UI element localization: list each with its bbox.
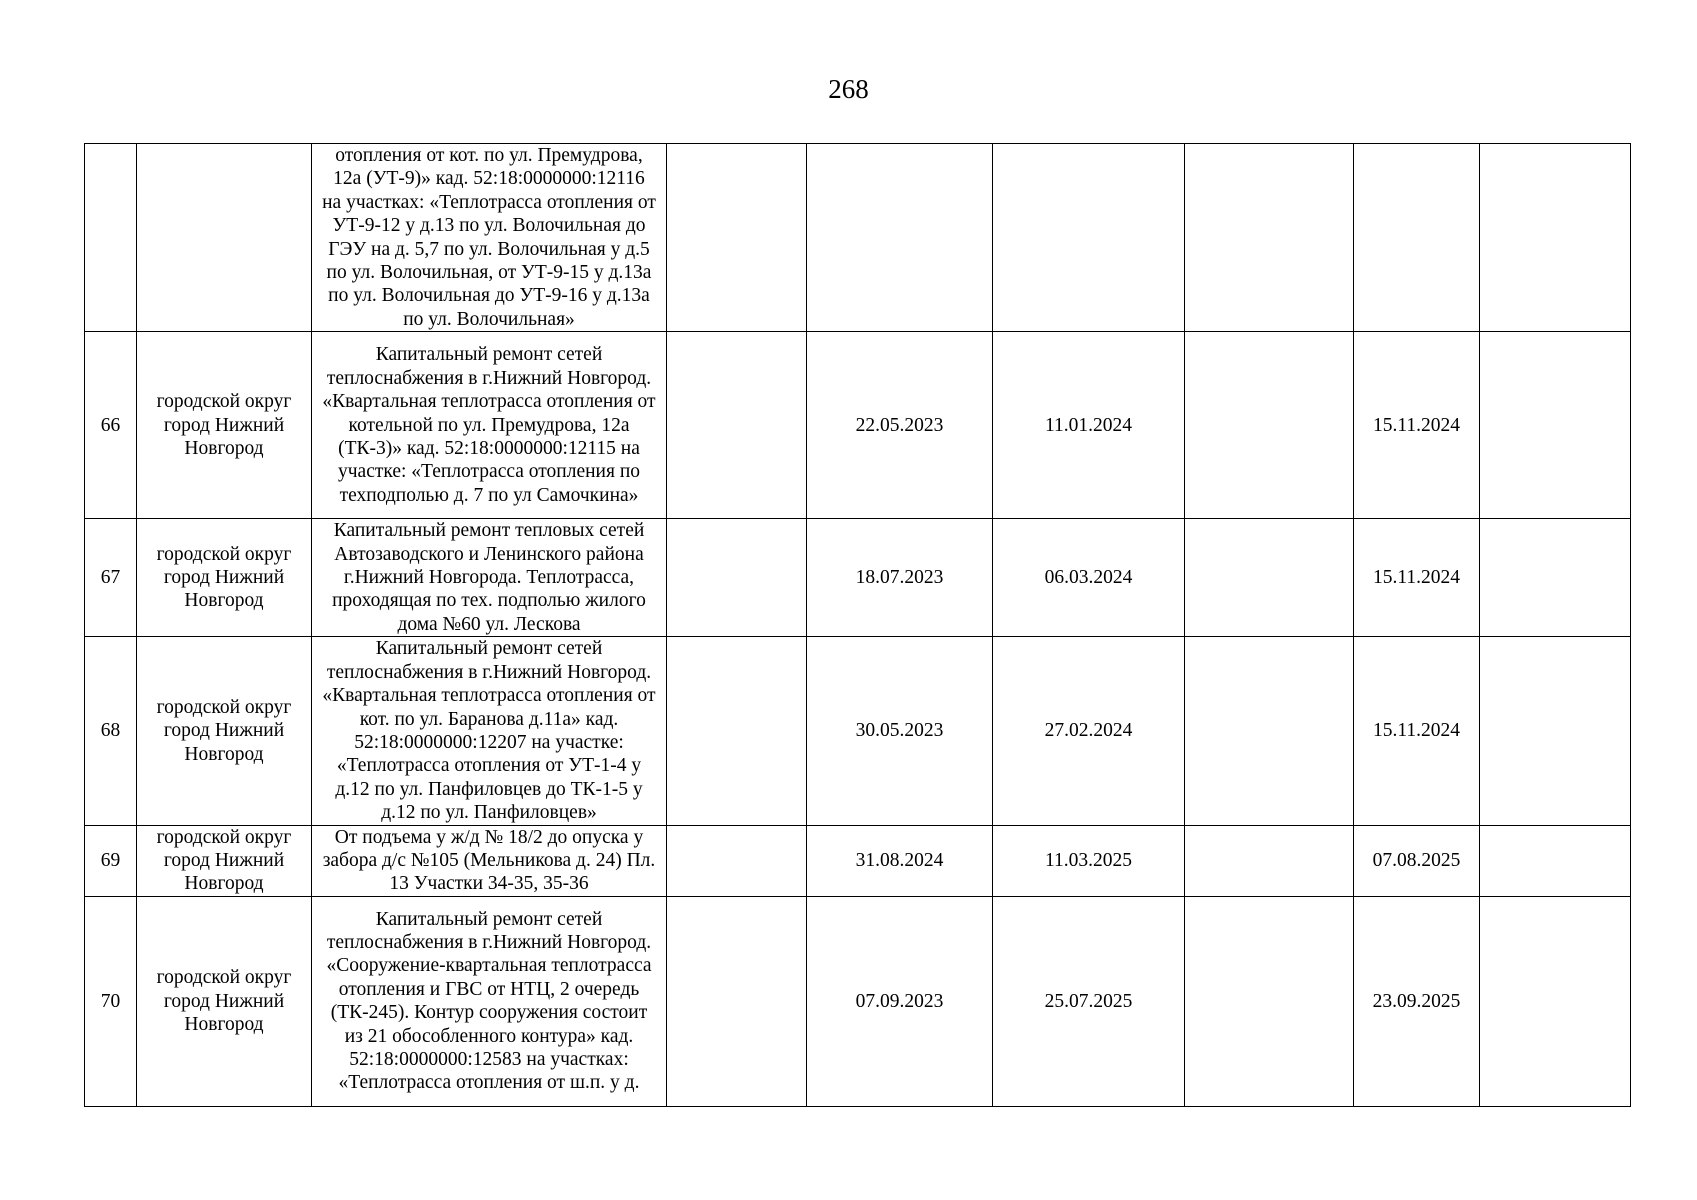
start-date-cell: 30.05.2023 — [807, 637, 993, 825]
territory-cell: городской округ город Нижний Новгород — [137, 519, 312, 637]
row-number: 70 — [85, 896, 137, 1106]
empty-cell — [1480, 519, 1631, 637]
empty-cell — [1185, 332, 1354, 519]
empty-cell — [667, 637, 807, 825]
row-number — [85, 144, 137, 332]
start-date-cell: 07.09.2023 — [807, 896, 993, 1106]
end-date-cell: 06.03.2024 — [993, 519, 1185, 637]
table-row — [85, 144, 1631, 332]
row-number: 69 — [85, 825, 137, 896]
empty-cell — [1185, 896, 1354, 1106]
deadline-date-cell: 23.09.2025 — [1354, 896, 1480, 1106]
row-number: 67 — [85, 519, 137, 637]
empty-cell — [1480, 825, 1631, 896]
territory-cell: городской округ город Нижний Новгород — [137, 637, 312, 825]
end-date-cell: 11.03.2025 — [993, 825, 1185, 896]
empty-cell — [1185, 144, 1354, 332]
territory-cell: городской округ город Нижний Новгород — [137, 825, 312, 896]
start-date-cell: 22.05.2023 — [807, 332, 993, 519]
territory-cell: городской округ город Нижний Новгород — [137, 896, 312, 1106]
empty-cell — [667, 825, 807, 896]
start-date-cell — [807, 144, 993, 332]
table-row — [85, 332, 1631, 519]
description-cell: От подъема у ж/д № 18/2 до опуска у забора д/с №105 (Мельникова д. 24) Пл. 13 Участки 34-35, 35-36 — [312, 825, 667, 896]
table-row — [85, 637, 1631, 825]
row-number: 66 — [85, 332, 137, 519]
empty-cell — [667, 519, 807, 637]
table-row — [85, 896, 1631, 1106]
table-row — [85, 519, 1631, 637]
row-number: 68 — [85, 637, 137, 825]
deadline-date-cell: 15.11.2024 — [1354, 637, 1480, 825]
works-table — [84, 143, 1631, 1107]
description-cell: Капитальный ремонт сетей теплоснабжения в г.Нижний Новгород. «Сооружение-квартальная теплотрасса отопления и ГВС от НТЦ, 2 очередь (ТК-245). Контур сооружения состоит из 21 обособленного контура» кад. 52:18:0000000:12583 на участках: «Теплотрасса отопления от ш.п. у д. — [312, 896, 667, 1106]
description-cell: Капитальный ремонт тепловых сетей Автозаводского и Ленинского района г.Нижний Новгорода. Теплотрасса, проходящая по тех. подполью жилого дома №60 ул. Лескова — [312, 519, 667, 637]
empty-cell — [667, 332, 807, 519]
deadline-date-cell: 15.11.2024 — [1354, 519, 1480, 637]
territory-cell: городской округ город Нижний Новгород — [137, 332, 312, 519]
end-date-cell: 25.07.2025 — [993, 896, 1185, 1106]
empty-cell — [667, 144, 807, 332]
empty-cell — [1480, 896, 1631, 1106]
deadline-date-cell — [1354, 144, 1480, 332]
deadline-date-cell: 07.08.2025 — [1354, 825, 1480, 896]
description-cell: отопления от кот. по ул. Премудрова, 12а (УТ-9)» кад. 52:18:0000000:12116 на участках: «Теплотрасса отопления от УТ-9-12 у д.13 по ул. Волочильная до ГЭУ на д. 5,7 по ул. Волочильная у д.5 по ул. Волочильная, от УТ-9-15 у д.13а по ул. Волочильная до УТ-9-16 у д.13а по ул. Волочильная» — [312, 144, 667, 332]
empty-cell — [667, 896, 807, 1106]
page-number: 268 — [828, 74, 869, 104]
end-date-cell: 11.01.2024 — [993, 332, 1185, 519]
description-cell: Капитальный ремонт сетей теплоснабжения в г.Нижний Новгород. «Квартальная теплотрасса отопления от кот. по ул. Баранова д.11а» кад. 52:18:0000000:12207 на участке: «Теплотрасса отопления от УТ-1-4 у д.12 по ул. Панфиловцев до ТК-1-5 у д.12 по ул. Панфиловцев» — [312, 637, 667, 825]
deadline-date-cell: 15.11.2024 — [1354, 332, 1480, 519]
empty-cell — [1185, 519, 1354, 637]
end-date-cell: 27.02.2024 — [993, 637, 1185, 825]
empty-cell — [1480, 637, 1631, 825]
empty-cell — [1480, 332, 1631, 519]
empty-cell — [1185, 825, 1354, 896]
empty-cell — [1480, 144, 1631, 332]
empty-cell — [1185, 637, 1354, 825]
territory-cell — [137, 144, 312, 332]
description-cell: Капитальный ремонт сетей теплоснабжения в г.Нижний Новгород. «Квартальная теплотрасса отопления от котельной по ул. Премудрова, 12а (ТК-3)» кад. 52:18:0000000:12115 на участке: «Теплотрасса отопления по техподполью д. 7 по ул Самочкина» — [312, 332, 667, 519]
table-row — [85, 825, 1631, 896]
start-date-cell: 31.08.2024 — [807, 825, 993, 896]
end-date-cell — [993, 144, 1185, 332]
start-date-cell: 18.07.2023 — [807, 519, 993, 637]
